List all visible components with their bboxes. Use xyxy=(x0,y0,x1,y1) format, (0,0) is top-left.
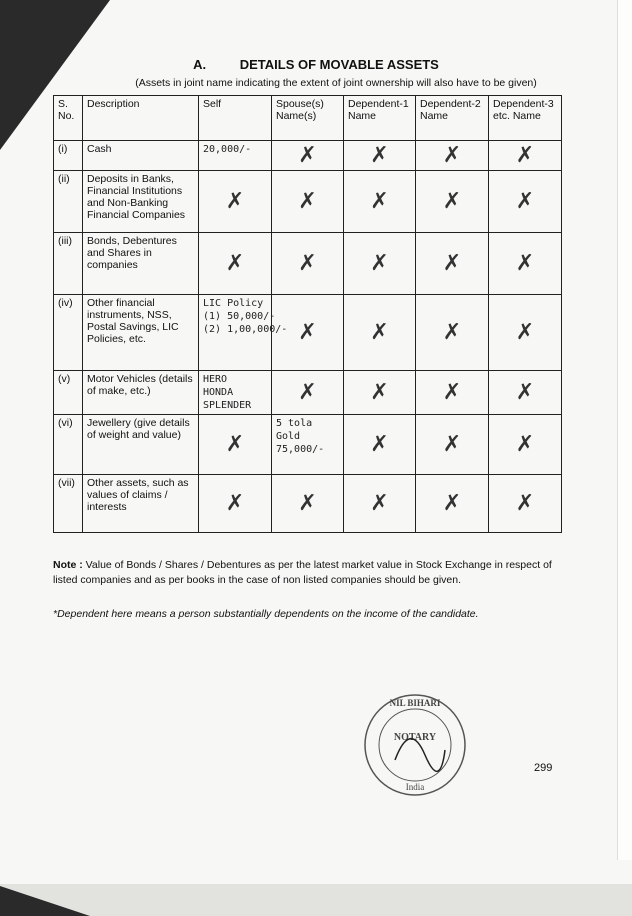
handwritten-entry: LIC Policy xyxy=(203,298,264,309)
cross-mark-icon: ✗ xyxy=(370,379,389,405)
cell-dependent-1 xyxy=(344,295,416,371)
cell-spouse xyxy=(272,233,344,295)
cross-mark-icon: ✗ xyxy=(370,431,389,457)
cross-mark-icon: ✗ xyxy=(370,188,389,214)
table-row xyxy=(54,295,562,371)
movable-assets-table xyxy=(53,95,562,533)
handwritten-entry: SPLENDER xyxy=(203,400,252,411)
signature-stroke xyxy=(395,739,445,772)
cell-spouse xyxy=(272,475,344,533)
scan-bottom-strip xyxy=(0,884,632,916)
cell-spouse xyxy=(272,371,344,415)
cross-mark-icon: ✗ xyxy=(515,431,535,457)
note xyxy=(53,558,561,588)
cell-self xyxy=(199,171,272,233)
cross-mark-icon: ✗ xyxy=(298,490,317,516)
cell-dependent-1 xyxy=(344,141,416,171)
cross-mark-icon: ✗ xyxy=(442,142,462,168)
cell-description: Other assets, such as values of claims / interests xyxy=(83,475,199,533)
cell-dependent-1 xyxy=(344,233,416,295)
cell-dependent-2 xyxy=(416,415,489,475)
cell-self xyxy=(199,233,272,295)
scan-edge xyxy=(617,0,632,860)
header-dependent-2: Dependent-2 Name xyxy=(416,96,489,141)
cell-spouse xyxy=(272,415,344,475)
cell-dependent-1 xyxy=(344,475,416,533)
cross-mark-icon: ✗ xyxy=(370,142,389,168)
handwritten-entry: (2) 1,00,000/- xyxy=(203,324,288,335)
header-spouse: Spouse(s) Name(s) xyxy=(272,96,344,141)
cross-mark-icon: ✗ xyxy=(515,142,535,168)
cross-mark-icon: ✗ xyxy=(370,490,389,516)
cell-dependent-3 xyxy=(489,415,562,475)
cross-mark-icon: ✗ xyxy=(442,188,462,214)
cross-mark-icon: ✗ xyxy=(515,319,535,345)
handwritten-entry: HERO xyxy=(203,374,228,385)
table-row xyxy=(54,171,562,233)
dependent-note: *Dependent here means a person substantially dependents on the income of the candidate. xyxy=(53,608,479,620)
header-self: Self xyxy=(199,96,272,141)
cross-mark-icon: ✗ xyxy=(442,250,462,276)
cross-mark-icon: ✗ xyxy=(515,188,535,214)
cross-mark-icon: ✗ xyxy=(442,431,462,457)
cell-sno: (i) xyxy=(54,141,83,171)
cell-sno: (vii) xyxy=(54,475,83,533)
cross-mark-icon: ✗ xyxy=(225,490,245,516)
cell-sno: (v) xyxy=(54,371,83,415)
cell-dependent-1 xyxy=(344,171,416,233)
notary-seal xyxy=(355,690,475,800)
seal-middle-text: NOTARY xyxy=(393,732,437,743)
cell-dependent-2 xyxy=(416,233,489,295)
cross-mark-icon: ✗ xyxy=(298,142,317,168)
cell-dependent-2 xyxy=(416,141,489,171)
cell-description: Other financial instruments, NSS, Postal Savings, LIC Policies, etc. xyxy=(83,295,199,371)
cross-mark-icon: ✗ xyxy=(225,431,245,457)
cross-mark-icon: ✗ xyxy=(298,379,317,405)
cell-sno: (iii) xyxy=(54,233,83,295)
section-subheading: (Assets in joint name indicating the extent of joint ownership will also have to be given) xyxy=(135,77,537,89)
table-row xyxy=(54,371,562,415)
cell-description: Cash xyxy=(83,141,199,171)
cell-dependent-2 xyxy=(416,295,489,371)
cell-dependent-3 xyxy=(489,295,562,371)
cell-sno: (ii) xyxy=(54,171,83,233)
handwritten-entry: HONDA xyxy=(203,387,234,398)
cell-description: Bonds, Debentures and Shares in companies xyxy=(83,233,199,295)
cell-spouse xyxy=(272,141,344,171)
handwritten-entry: 5 tola xyxy=(276,418,313,429)
cross-mark-icon: ✗ xyxy=(370,250,389,276)
note-text: Value of Bonds / Shares / Debentures as per the latest market value in Stock Exchange in respect of listed companies and as per books in the case of non listed companies should be given. xyxy=(53,559,552,586)
cross-mark-icon: ✗ xyxy=(515,490,535,516)
cell-self xyxy=(199,415,272,475)
handwritten-entry: Gold xyxy=(276,431,301,442)
cell-sno: (vi) xyxy=(54,415,83,475)
cell-self xyxy=(199,371,272,415)
seal-top-text: NIL BIHARI xyxy=(389,698,441,708)
cell-description: Motor Vehicles (details of make, etc.) xyxy=(83,371,199,415)
header-dependent-3: Dependent-3 etc. Name xyxy=(489,96,562,141)
cell-dependent-3 xyxy=(489,371,562,415)
cell-dependent-2 xyxy=(416,371,489,415)
cell-description: Jewellery (give details of weight and value) xyxy=(83,415,199,475)
cell-dependent-3 xyxy=(489,475,562,533)
page-number: 299 xyxy=(534,762,553,774)
section-title: DETAILS OF MOVABLE ASSETS xyxy=(239,57,439,72)
seal-bottom-text: India xyxy=(405,782,425,792)
section-heading xyxy=(0,57,632,72)
handwritten-entry: 20,000/- xyxy=(203,144,252,155)
cross-mark-icon: ✗ xyxy=(515,250,535,276)
cross-mark-icon: ✗ xyxy=(442,379,462,405)
cell-dependent-1 xyxy=(344,371,416,415)
header-description: Description xyxy=(83,96,199,141)
cell-dependent-3 xyxy=(489,171,562,233)
cross-mark-icon: ✗ xyxy=(298,188,317,214)
table-row xyxy=(54,233,562,295)
cross-mark-icon: ✗ xyxy=(298,319,317,345)
handwritten-entry: (1) 50,000/- xyxy=(203,311,276,322)
cell-dependent-2 xyxy=(416,475,489,533)
cell-sno: (iv) xyxy=(54,295,83,371)
scan-corner-shadow-bottom xyxy=(0,886,90,916)
cell-spouse xyxy=(272,171,344,233)
header-dependent-1: Dependent-1 Name xyxy=(344,96,416,141)
table-row xyxy=(54,415,562,475)
cell-self xyxy=(199,141,272,171)
table-header-row xyxy=(54,96,562,141)
cross-mark-icon: ✗ xyxy=(442,319,462,345)
cross-mark-icon: ✗ xyxy=(225,250,245,276)
cell-dependent-2 xyxy=(416,171,489,233)
table-row xyxy=(54,141,562,171)
note-label: Note : xyxy=(53,559,83,571)
cell-dependent-3 xyxy=(489,233,562,295)
handwritten-entry: 75,000/- xyxy=(276,444,325,455)
cross-mark-icon: ✗ xyxy=(370,319,389,345)
table-body xyxy=(54,141,562,533)
cross-mark-icon: ✗ xyxy=(442,490,462,516)
cross-mark-icon: ✗ xyxy=(298,250,317,276)
cell-dependent-3 xyxy=(489,141,562,171)
cell-self xyxy=(199,295,288,371)
cell-self xyxy=(199,475,272,533)
cross-mark-icon: ✗ xyxy=(225,188,245,214)
cell-dependent-1 xyxy=(344,415,416,475)
cross-mark-icon: ✗ xyxy=(515,379,535,405)
header-sno: S. No. xyxy=(54,96,83,141)
cell-description: Deposits in Banks, Financial Institutions and Non-Banking Financial Companies xyxy=(83,171,199,233)
table-row xyxy=(54,475,562,533)
section-label: A. xyxy=(193,57,207,72)
